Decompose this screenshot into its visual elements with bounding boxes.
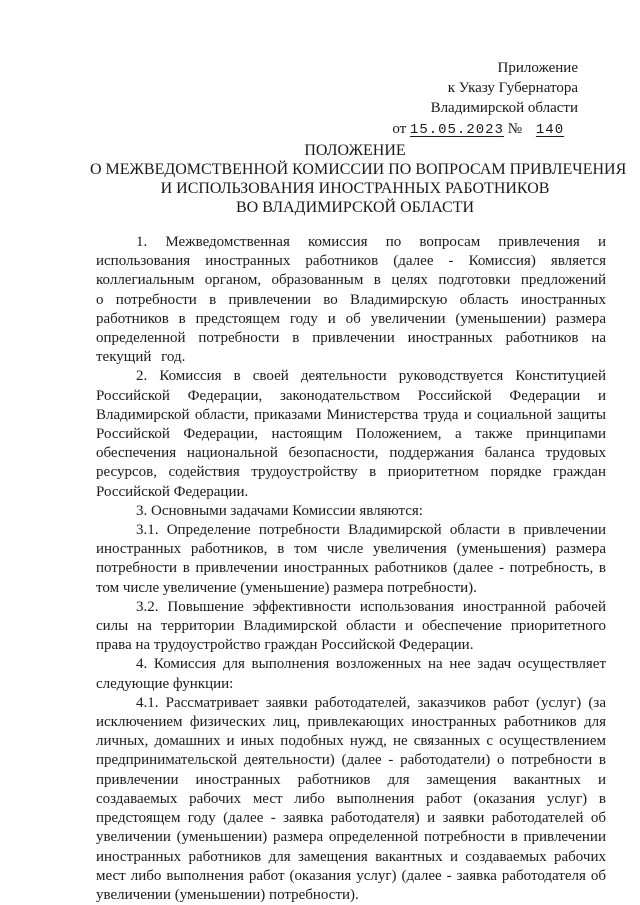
paragraph-3-2: 3.2. Повышение эффективности использования иностранной рабочей силы на территории Владимирской области и обеспечение приоритетного права на трудоустройство граждан Российской Федерации. [96, 598, 606, 654]
paragraph-3-1: 3.1. Определение потребности Владимирской области в привлечении иностранных работников, в том числе увеличения (уменьшения) размера потребности в привлечении иностранных работников (далее - потребность, в том числе увеличение (уменьшение) размера потребности). [96, 522, 606, 596]
paragraph-4: 4. Комиссия для выполнения возложенных на нее задач осуществляет следующие функции: [96, 656, 606, 692]
document-body [96, 233, 606, 905]
document-title [90, 141, 627, 217]
paragraph-3: 3. Основными задачами Комиссии являются: [136, 502, 423, 519]
date-number-line [392, 119, 578, 140]
paragraph-2: 2. Комиссия в своей деятельности руководствуется Конституцией Российской Федерации, законодательством Российской Федерации и Владимирской области, приказами Министерства труда и социальной защиты Российской Федерации, настоящим Положением, а также принципами обеспечения национальной безопасности, поддержания баланса трудовых ресурсов, содействия трудоустройству в приоритетном порядке граждан Российской Федерации. [96, 368, 606, 500]
appendix-line-3: Владимирской области [430, 100, 578, 116]
appendix-line-2: к Указу Губернатора [447, 80, 578, 96]
title-line-4: ВО ВЛАДИМИРСКОЙ ОБЛАСТИ [235, 199, 475, 216]
title-line-1: ПОЛОЖЕНИЕ [304, 142, 406, 159]
decree-number: 140 [535, 122, 565, 138]
paragraph-1: 1. Межведомственная комиссия по вопросам привлечения и использования иностранных работников (далее - Комиссия) является коллегиальным органом, образованным в целях подготовки предложений о потребности в привлечении во Владимирскую область иностранных работников в предстоящем году и об увеличении (уменьшении) размера определенной потребности в привлечении иностранных работников на текущий год. [96, 234, 606, 366]
decree-date: 15.05.2023 [409, 122, 504, 138]
title-line-2: О МЕЖВЕДОМСТВЕННОЙ КОМИССИИ ПО ВОПРОСАМ ПРИВЛЕЧЕНИЯ [90, 161, 627, 178]
paragraph-4-1: 4.1. Рассматривает заявки работодателей, заказчиков работ (услуг) (за исключением физических лиц, привлекающих иностранных работников для личных, домашних и иных подобных нужд, не связанных с осуществлением предпринимательской деятельности) (далее - работодатели) о потребности в привлечении иностранных работников для замещения вакантных и создаваемых рабочих мест либо выполнения работ (оказания услуг) в предстоящем году (далее - заявка работодателя) и заявки работодателей об увеличении (уменьшении) размера определенной потребности в привлечении иностранных работников для замещения вакантных и создаваемых рабочих мест либо выполнения работ (оказания услуг) (далее - заявка работодателя об увеличении (уменьшении) потребности). [96, 694, 606, 903]
title-line-3: И ИСПОЛЬЗОВАНИЯ ИНОСТРАННЫХ РАБОТНИКОВ [160, 180, 550, 197]
appendix-block [392, 58, 578, 140]
appendix-line-1: Приложение [497, 60, 578, 76]
date-prefix: от [392, 121, 407, 137]
number-prefix: № [507, 121, 522, 137]
